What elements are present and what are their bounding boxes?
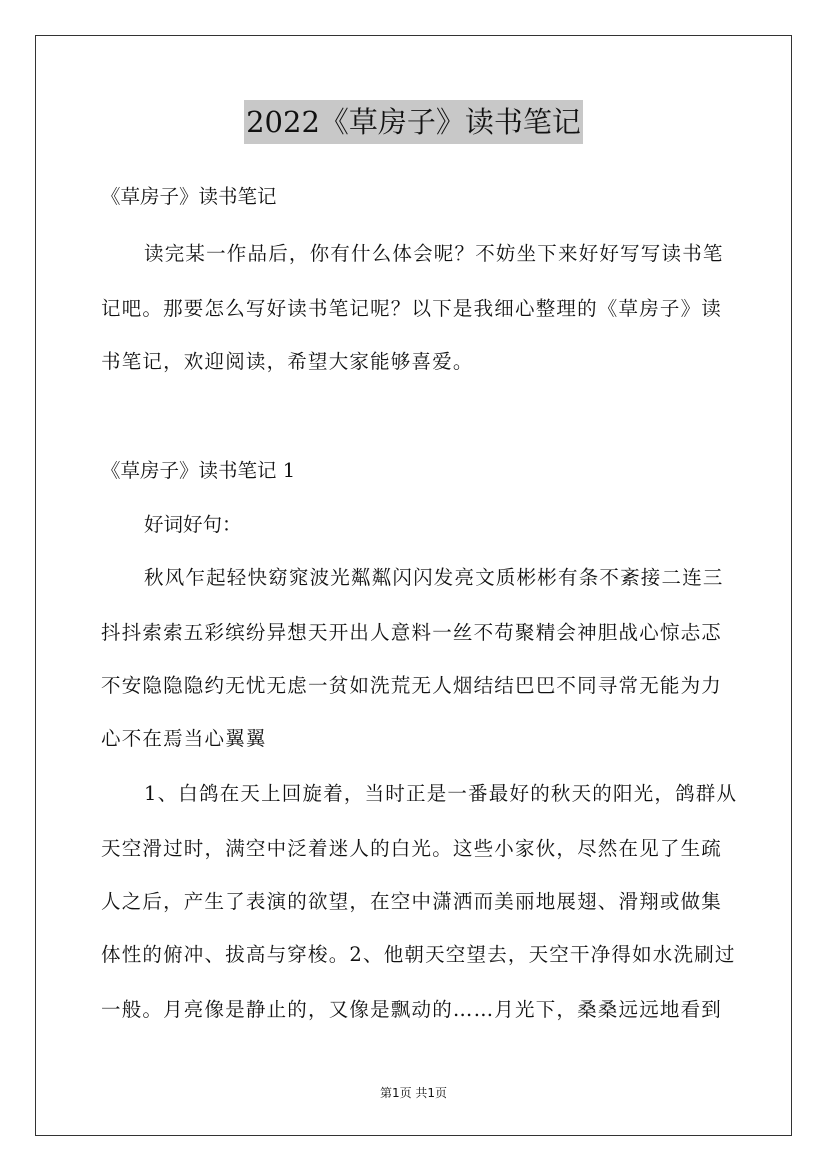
words-line-2: 抖抖索索五彩缤纷异想天开出人意料一丝不苟聚精会神胆战心惊忐忑 — [101, 621, 723, 644]
words-line-4: 心不在焉当心翼翼 — [101, 727, 267, 750]
section-heading: 《草房子》读书笔记 1 — [101, 459, 296, 482]
document-title: 2022《草房子》读书笔记 — [244, 100, 583, 144]
words-line-3: 不安隐隐隐约无忧无虑一贫如洗荒无人烟结结巴巴不同寻常无能为力 — [101, 674, 723, 697]
intro-line-2: 记吧。那要怎么写好读书笔记呢？以下是我细心整理的《草房子》读 — [101, 297, 723, 320]
sentences-line-2: 天空滑过时，满空中泛着迷人的白光。这些小家伙，尽然在见了生疏 — [101, 837, 723, 860]
sentences-line-3: 人之后，产生了表演的欲望，在空中潇洒而美丽地展翅、滑翔或做集 — [101, 890, 723, 913]
intro-line-3: 书笔记，欢迎阅读，希望大家能够喜爱。 — [101, 350, 474, 373]
good-words-label: 好词好句： — [144, 513, 242, 536]
words-line-1: 秋风乍起轻快窈窕波光粼粼闪闪发亮文质彬彬有条不紊接二连三 — [144, 566, 724, 589]
sentences-line-5: 一般。月亮像是静止的，又像是飘动的……月光下，桑桑远远地看到 — [101, 998, 723, 1021]
subtitle: 《草房子》读书笔记 — [101, 185, 277, 208]
sentences-line-4: 体性的俯冲、拔高与穿梭。2、他朝天空望去，天空干净得如水洗刷过 — [101, 943, 736, 966]
intro-line-1: 读完某一作品后，你有什么体会呢？不妨坐下来好好写写读书笔 — [144, 242, 724, 265]
page-footer: 第1页 共1页 — [379, 1086, 448, 1100]
sentences-line-1: 1、白鸽在天上回旋着，当时正是一番最好的秋天的阳光，鸽群从 — [144, 782, 738, 805]
